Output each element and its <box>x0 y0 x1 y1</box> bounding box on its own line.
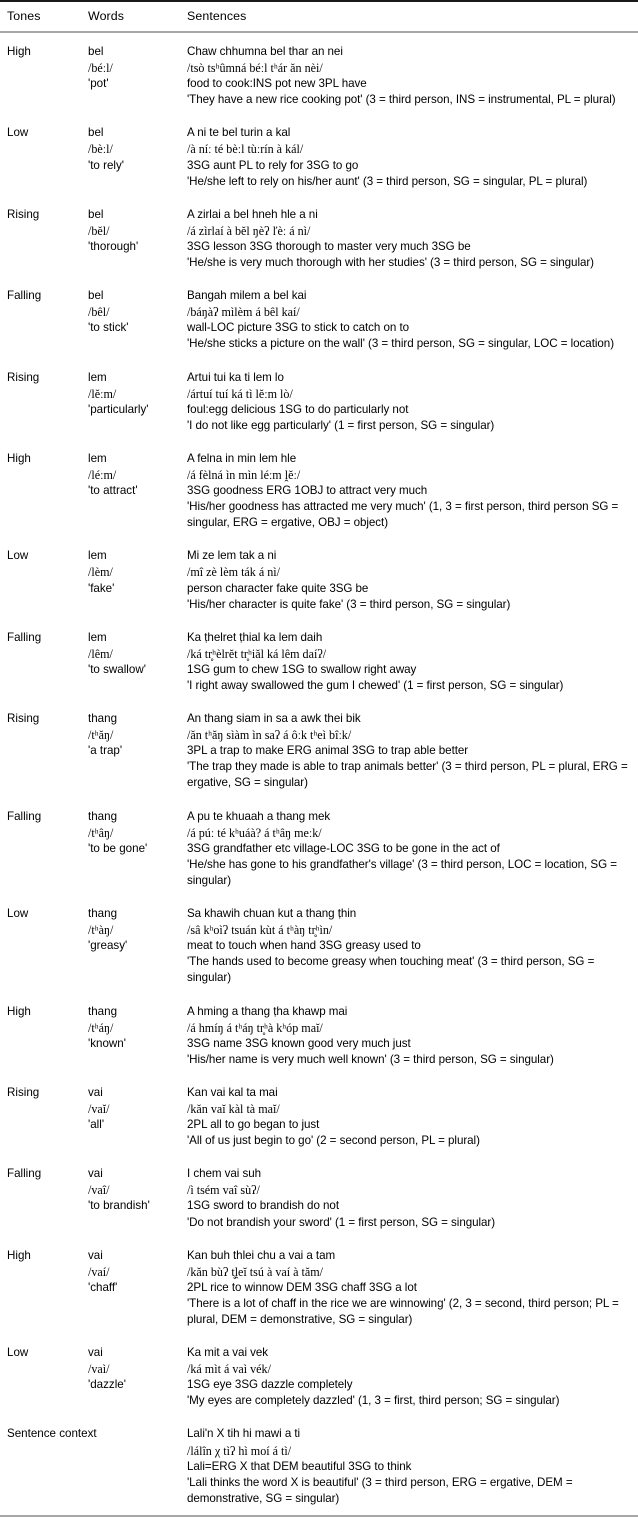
word-ipa: /vaì/ <box>88 1362 110 1377</box>
table-header <box>0 2 638 35</box>
tone-cell <box>0 621 88 702</box>
word-ipa: /léːm/ <box>88 467 117 482</box>
column-header-sentences: Sentences <box>187 9 247 23</box>
sentence-ipa: /kăn vaĭ kàl tà maĭ/ <box>187 1101 280 1116</box>
word-orthography: vai <box>88 1346 103 1360</box>
tone-label: Low <box>7 1346 29 1360</box>
word-orthography: bel <box>88 45 104 58</box>
table-row <box>0 116 638 197</box>
word-cell <box>88 279 187 360</box>
sentence-orthography: Mi ze lem tak a ni <box>187 549 277 563</box>
sentence-gloss: 2PL all to go began to just <box>187 1118 320 1132</box>
sentence-free-translation: 'My eyes are completely dazzled' (1, 3 = first, third person; SG = singular) <box>187 1394 560 1408</box>
sentence-cell <box>187 198 638 279</box>
tone-label: High <box>7 1004 31 1018</box>
tone-cell <box>0 116 88 197</box>
sentence-free-translation: 'All of us just begin to go' (2 = second person, PL = plural) <box>187 1134 480 1148</box>
table-row <box>0 35 638 116</box>
sentence-cell <box>187 800 638 897</box>
sentence-ipa: /ártuí tuí ká tì lĕːm lò/ <box>187 386 293 401</box>
word-orthography: bel <box>88 207 104 221</box>
sentence-cell <box>187 621 638 702</box>
sentence-gloss: 3SG name 3SG known good very much just <box>187 1036 411 1050</box>
word-cell <box>88 621 187 702</box>
tone-label: High <box>7 45 31 58</box>
word-ipa: /bêl/ <box>88 305 110 320</box>
sentence-free-translation: 'The trap they made is able to trap animals better' (3 = third person, PL = plural, ERG = ergative, SG = singular) <box>187 760 628 790</box>
word-orthography: lem <box>88 630 107 644</box>
sentence-orthography: I chem vai suh <box>187 1167 262 1181</box>
word-orthography: lem <box>88 451 107 465</box>
word-meaning: 'greasy' <box>88 939 128 953</box>
sentence-gloss: 2PL rice to winnow DEM 3SG chaff 3SG a lot <box>187 1280 417 1294</box>
sentence-gloss: 1SG eye 3SG dazzle completely <box>187 1378 353 1392</box>
tone-cell <box>0 897 88 994</box>
word-cell <box>88 442 187 539</box>
sentence-orthography: Bangah milem a bel kai <box>187 289 307 303</box>
word-ipa: /lêm/ <box>88 646 113 661</box>
word-ipa: /tʰáŋ/ <box>88 1020 114 1035</box>
sentence-orthography: Ka ṭhelret ṭhial ka lem daih <box>187 630 323 644</box>
table-row <box>0 995 638 1076</box>
tone-cell <box>0 995 88 1076</box>
sentence-orthography: A felna in min lem hle <box>187 451 297 465</box>
sentence-cell <box>187 1076 638 1157</box>
word-orthography: vai <box>88 1248 103 1262</box>
word-orthography: lem <box>88 549 107 563</box>
sentence-ipa: /mî zè lèm ták á nì/ <box>187 565 281 580</box>
word-orthography: thang <box>88 809 118 823</box>
tone-cell <box>0 1239 88 1336</box>
table-row <box>0 897 638 994</box>
word-meaning: 'fake' <box>88 581 115 595</box>
word-meaning: 'to swallow' <box>88 662 146 676</box>
word-cell <box>88 995 187 1076</box>
sentence-free-translation: 'He/she has gone to his grandfather's village' (3 = third person, LOC = location, SG = singular) <box>187 857 617 887</box>
tone-label: Rising <box>7 712 40 726</box>
word-meaning: 'all' <box>88 1118 105 1132</box>
sentence-cell <box>187 897 638 994</box>
table-row <box>0 1239 638 1336</box>
sentence-ipa: /á púː té kʰuáà? á tʰâŋ meːk/ <box>187 825 322 840</box>
sentence-cell <box>187 995 638 1076</box>
sentence-ipa: /ì tsém vaî sùʔ/ <box>187 1183 260 1198</box>
word-cell <box>88 1417 187 1514</box>
word-cell <box>88 198 187 279</box>
sentence-ipa: /à níː té bèːl tùːrín à kál/ <box>187 142 304 157</box>
sentence-gloss: 3SG grandfather etc village-LOC 3SG to be gone in the act of <box>187 841 500 855</box>
tone-cell <box>0 1336 88 1417</box>
tone-cell <box>0 35 88 116</box>
table-body <box>0 35 638 1515</box>
sentence-orthography: An thang siam in sa a awk thei bik <box>187 712 361 726</box>
sentence-gloss: foul:egg delicious 1SG to do particularly not <box>187 402 409 416</box>
sentence-ipa: /á fèlná ìn mìn léːm ḽĕː/ <box>187 467 301 482</box>
word-ipa: /lĕːm/ <box>88 386 117 401</box>
table-row <box>0 1076 638 1157</box>
sentence-gloss: meat to touch when hand 3SG greasy used to <box>187 939 421 953</box>
table-row <box>0 1336 638 1417</box>
column-header-tones: Tones <box>7 9 41 23</box>
tone-cell <box>0 1076 88 1157</box>
table-row <box>0 1417 638 1514</box>
word-meaning: 'dazzle' <box>88 1378 126 1392</box>
tone-label: Rising <box>7 370 40 384</box>
sentence-orthography: A zirlai a bel hneh hle a ni <box>187 207 318 221</box>
tone-label: High <box>7 1248 31 1262</box>
sentence-cell <box>187 702 638 799</box>
table-row <box>0 539 638 620</box>
sentence-free-translation: 'I right away swallowed the gum I chewed' (1 = first person, SG = singular) <box>187 679 564 692</box>
table-row <box>0 702 638 799</box>
sentence-cell <box>187 539 638 620</box>
sentence-ipa: /sâ kʰoìʔ tsuán kùt á tʰàŋ tr̥ʰìn/ <box>187 923 333 938</box>
column-header-words: Words <box>88 9 125 23</box>
word-meaning: 'to brandish' <box>88 1199 150 1213</box>
sentence-free-translation: 'His/her goodness has attracted me very much' (1, 3 = first person, third person SG = singular, ERG = ergative, OBJ = object) <box>187 500 619 530</box>
word-ipa: /vaí/ <box>88 1264 110 1279</box>
sentence-free-translation: 'The hands used to become greasy when touching meat' (3 = third person, SG = singular) <box>187 955 595 985</box>
tone-label: Rising <box>7 1085 40 1099</box>
word-cell <box>88 800 187 897</box>
tone-cell <box>0 442 88 539</box>
sentence-orthography: Lali'n X tih hi mawi a ti <box>187 1427 301 1441</box>
word-orthography: thang <box>88 712 118 726</box>
word-cell <box>88 897 187 994</box>
tone-label: Falling <box>7 289 42 303</box>
sentence-cell <box>187 442 638 539</box>
word-meaning: 'pot' <box>88 77 109 91</box>
word-orthography: bel <box>88 126 104 140</box>
tone-label: Low <box>7 549 29 563</box>
table-row <box>0 800 638 897</box>
sentence-free-translation: 'I do not like egg particularly' (1 = first person, SG = singular) <box>187 418 495 432</box>
word-cell <box>88 1239 187 1336</box>
word-meaning: 'particularly' <box>88 402 149 416</box>
sentence-gloss: 3PL a trap to make ERG animal 3SG to trap able better <box>187 744 469 758</box>
sentence-cell <box>187 35 638 116</box>
sentence-ipa: /kăn bùʔ t̥ḽeĭ tsú à vaí à tăm/ <box>187 1264 324 1279</box>
word-cell <box>88 1336 187 1417</box>
word-orthography: lem <box>88 370 107 384</box>
sentence-gloss: 3SG goodness ERG 1OBJ to attract very much <box>187 484 428 498</box>
sentence-cell <box>187 1239 638 1336</box>
word-cell <box>88 702 187 799</box>
sentence-free-translation: 'They have a new rice cooking pot' (3 = third person, INS = instrumental, PL = plural) <box>187 93 616 107</box>
sentence-orthography: A hming a thang ṭha khawp mai <box>187 1004 348 1018</box>
word-meaning: 'to attract' <box>88 484 138 498</box>
table-row <box>0 279 638 360</box>
word-meaning: 'thorough' <box>88 239 139 253</box>
sentence-orthography: Kan buh thlei chu a vai a tam <box>187 1248 336 1262</box>
word-cell <box>88 1076 187 1157</box>
sentence-ipa: /báŋàʔ mìlèm á bêl kaí/ <box>187 305 300 320</box>
word-meaning: 'to stick' <box>88 321 129 335</box>
sentence-cell <box>187 1336 638 1417</box>
sentence-free-translation: 'Lali thinks the word X is beautiful' (3 = third person, ERG = ergative, DEM = demonstrative, SG = singular) <box>187 1475 573 1505</box>
tones-words-sentences-table <box>0 2 638 1515</box>
word-orthography: vai <box>88 1085 103 1099</box>
word-cell <box>88 1157 187 1238</box>
word-orthography: thang <box>88 1004 118 1018</box>
sentence-orthography: Chaw chhumna bel thar an nei <box>187 45 343 58</box>
sentence-free-translation: 'His/her name is very much well known' (3 = third person, SG = singular) <box>187 1052 554 1066</box>
word-ipa: /vaî/ <box>88 1183 110 1198</box>
tone-cell <box>0 539 88 620</box>
sentence-ipa: /á zìrlaí à bĕl ŋèʔ ľèː á nì/ <box>187 223 311 238</box>
word-orthography: vai <box>88 1167 103 1181</box>
sentence-cell <box>187 361 638 442</box>
word-orthography: bel <box>88 289 104 303</box>
sentence-gloss: food to cook:INS pot new 3PL have <box>187 77 367 91</box>
sentence-gloss: wall-LOC picture 3SG to stick to catch on to <box>187 321 410 335</box>
sentence-ipa: /á hmíŋ á tʰáŋ tr̥ʰà kʰóp maĭ/ <box>187 1020 323 1035</box>
sentence-orthography: A pu te khuaah a thang mek <box>187 809 331 823</box>
tone-label: Sentence context <box>7 1427 97 1441</box>
table-row <box>0 1157 638 1238</box>
sentence-orthography: A ni te bel turin a kal <box>187 126 291 140</box>
sentence-cell <box>187 279 638 360</box>
sentence-gloss: 3SG lesson 3SG thorough to master very much 3SG be <box>187 239 471 253</box>
word-orthography: thang <box>88 907 118 921</box>
word-cell <box>88 361 187 442</box>
word-meaning: 'to rely' <box>88 158 124 172</box>
sentence-ipa: /lálîn χ tìʔ hì moí á tì/ <box>187 1443 292 1458</box>
sentence-orthography: Artui tui ka ti lem lo <box>187 370 284 384</box>
sentence-cell <box>187 1417 638 1514</box>
tone-cell <box>0 361 88 442</box>
tone-cell <box>0 198 88 279</box>
tone-label: Falling <box>7 809 42 823</box>
tone-label: Low <box>7 907 29 921</box>
tone-cell <box>0 1417 97 1514</box>
tone-label: Low <box>7 126 29 140</box>
tone-label: Falling <box>7 630 42 644</box>
sentence-gloss: 3SG aunt PL to rely for 3SG to go <box>187 158 359 172</box>
tone-cell <box>0 702 88 799</box>
word-ipa: /béːl/ <box>88 61 113 76</box>
table-row <box>0 621 638 702</box>
sentence-gloss: person character fake quite 3SG be <box>187 581 369 595</box>
word-meaning: 'chaff' <box>88 1280 118 1294</box>
sentence-gloss: 1SG gum to chew 1SG to swallow right away <box>187 662 417 676</box>
tone-label: Falling <box>7 1167 42 1181</box>
word-ipa: /bĕl/ <box>88 223 110 238</box>
word-meaning: 'a trap' <box>88 744 123 758</box>
sentence-free-translation: 'There is a lot of chaff in the rice we are winnowing' (2, 3 = second, third person; PL = plural, DEM = demonstrative, SG = singular) <box>187 1296 619 1326</box>
sentence-orthography: Ka mit a vai vek <box>187 1346 269 1360</box>
sentence-cell <box>187 1157 638 1238</box>
sentence-free-translation: 'He/she is very much thorough with her studies' (3 = third person, SG = singular) <box>187 256 594 270</box>
word-cell <box>88 539 187 620</box>
tone-cell <box>0 279 88 360</box>
header-row <box>0 2 638 32</box>
sentence-ipa: /ăn tʰăŋ sìàm ìn saʔ á ôːk tʰeì bîːk/ <box>187 728 352 743</box>
tone-cell <box>0 800 88 897</box>
word-ipa: /tʰàŋ/ <box>88 923 114 938</box>
word-cell <box>88 116 187 197</box>
sentence-orthography: Kan vai kal ta mai <box>187 1085 278 1099</box>
sentence-gloss: 1SG sword to brandish do not <box>187 1199 339 1213</box>
sentence-free-translation: 'Do not brandish your sword' (1 = first person, SG = singular) <box>187 1215 496 1229</box>
sentence-orthography: Sa khawih chuan kut a thang ṭhin <box>187 907 357 921</box>
tone-cell <box>0 1157 88 1238</box>
sentence-gloss: Lali=ERG X that DEM beautiful 3SG to think <box>187 1459 412 1473</box>
sentence-ipa: /ká mìt á vaì vék/ <box>187 1362 271 1377</box>
sentence-free-translation: 'His/her character is quite fake' (3 = third person, SG = singular) <box>187 597 511 611</box>
table-row <box>0 361 638 442</box>
word-meaning: 'known' <box>88 1036 126 1050</box>
table-row <box>0 198 638 279</box>
sentence-ipa: /tsò tsʰûmná béːl tʰár ăn nèi/ <box>187 61 323 76</box>
word-cell <box>88 35 187 116</box>
tone-label: High <box>7 451 31 465</box>
word-ipa: /tʰâŋ/ <box>88 825 114 840</box>
sentence-ipa: /ká tr̥ʰèlrĕt tr̥ʰiăl ká lêm daíʔ/ <box>187 646 327 661</box>
word-ipa: /bèːl/ <box>88 142 113 157</box>
word-ipa: /vaĭ/ <box>88 1101 110 1116</box>
sentence-free-translation: 'He/she left to rely on his/her aunt' (3 = third person, SG = singular, PL = plural) <box>187 174 588 188</box>
word-ipa: /lèm/ <box>88 565 113 580</box>
tone-label: Rising <box>7 207 40 221</box>
sentence-free-translation: 'He/she sticks a picture on the wall' (3 = third person, SG = singular, LOC = location) <box>187 337 615 351</box>
sentence-cell <box>187 116 638 197</box>
word-meaning: 'to be gone' <box>88 841 148 855</box>
word-ipa: /tʰăŋ/ <box>88 728 114 743</box>
table-row <box>0 442 638 539</box>
